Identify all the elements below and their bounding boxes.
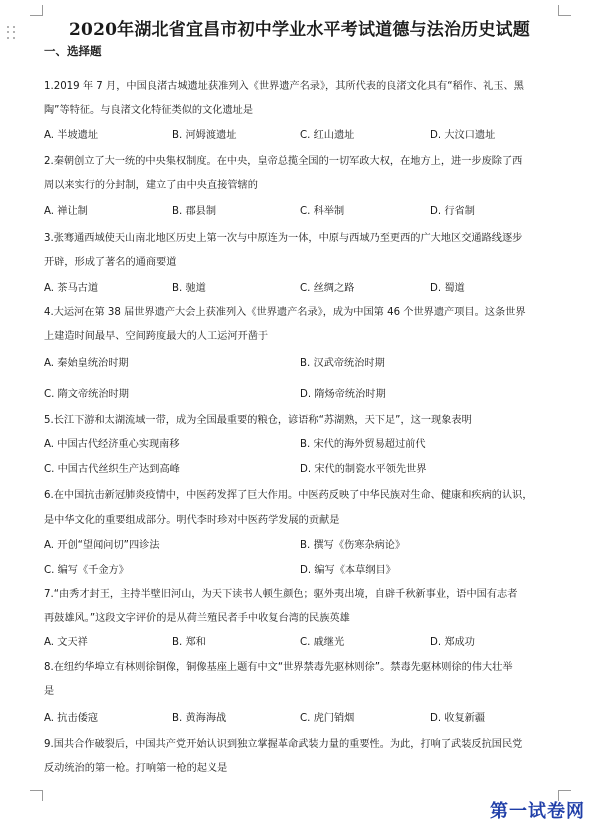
question-7-option-a: A. 文天祥 xyxy=(44,637,88,648)
question-1-option-c: C. 红山遗址 xyxy=(300,130,355,141)
question-3-option-d: D. 蜀道 xyxy=(430,283,465,294)
crop-mark-top-left xyxy=(30,5,43,16)
question-8-option-a: A. 抗击倭寇 xyxy=(44,713,99,724)
question-6-option-d: D. 编写《本草纲目》 xyxy=(300,565,396,576)
question-3-option-b: B. 驰道 xyxy=(172,283,206,294)
question-4-stem-line-1: 4.大运河在第 38 届世界遗产大会上获准列入《世界遗产名录》，成为中国第 46 个世界遗产项目。这条世界 xyxy=(44,307,526,318)
question-2-option-d: D. 行省制 xyxy=(430,206,475,217)
question-2-option-b: B. 郡县制 xyxy=(172,206,217,217)
question-6-option-a: A. 开创“望闻问切”四诊法 xyxy=(44,540,160,551)
question-4-option-a: A. 秦始皇统治时期 xyxy=(44,358,129,369)
question-1-stem-line-1: 1.2019 年 7 月，中国良渚古城遗址获准列入《世界遗产名录》，其所代表的良渚文化具有“稻作、礼玉、黑 xyxy=(44,81,524,92)
question-4-option-d: D. 隋炀帝统治时期 xyxy=(300,389,386,400)
question-9-stem-line-1: 9.国共合作破裂后，中国共产党开始认识到独立掌握革命武装力量的重要性。为此，打响了武装反抗国民党 xyxy=(44,739,523,750)
question-2-stem-line-1: 2.秦朝创立了大一统的中央集权制度。在中央，皇帝总揽全国的一切军政大权，在地方上，进一步废除了西 xyxy=(44,156,523,167)
question-7-stem-line-2: 再鼓雄风。”这段文字评价的是从荷兰殖民者手中收复台湾的民族英雄 xyxy=(44,613,350,624)
question-9-stem-line-2: 反动统治的第一枪。打响第一枪的起义是 xyxy=(44,763,228,774)
question-7-option-c: C. 戚继光 xyxy=(300,637,345,648)
section-heading: 一、选择题 xyxy=(44,44,102,58)
question-2-option-a: A. 禅让制 xyxy=(44,206,88,217)
question-6-option-b: B. 撰写《伤寒杂病论》 xyxy=(300,540,406,551)
question-3-stem-line-1: 3.张骞通西域使天山南北地区历史上第一次与中原连为一体，中原与西域乃至更西的广大地区交通路线逐步 xyxy=(44,233,523,244)
question-5-stem-line-1: 5.长江下游和太湖流域一带，成为全国最重要的粮仓，谚语称“苏湖熟，天下足”，这一现象表明 xyxy=(44,415,472,426)
question-2-stem-line-2: 周以来实行的分封制，建立了由中央直接管辖的 xyxy=(44,180,258,191)
watermark-logo: 第一试卷网 xyxy=(490,801,585,822)
document-title: 2020年湖北省宜昌市初中学业水平考试道德与法治历史试题 xyxy=(69,20,530,40)
question-1-option-d: D. 大汶口遗址 xyxy=(430,130,496,141)
question-7-stem-line-1: 7.“由秀才封王，主持半壁旧河山，为天下读书人顿生颜色；驱外夷出境，自辟千秋新事业，语中国有志者 xyxy=(44,589,518,600)
question-5-option-c: C. 中国古代丝织生产达到高峰 xyxy=(44,464,180,475)
question-8-stem-line-1: 8.在纽约华埠立有林则徐铜像，铜像基座上题有中文“世界禁毒先驱林则徐”。禁毒先驱林则徐的伟大壮举 xyxy=(44,662,513,673)
question-7-option-d: D. 郑成功 xyxy=(430,637,475,648)
question-5-option-d: D. 宋代的制瓷水平领先世界 xyxy=(300,464,427,475)
question-1-option-b: B. 河姆渡遗址 xyxy=(172,130,237,141)
crop-mark-bottom-left xyxy=(30,790,43,801)
question-3-option-a: A. 茶马古道 xyxy=(44,283,99,294)
question-4-stem-line-2: 上建造时间最早、空间跨度最大的人工运河开凿于 xyxy=(44,331,269,342)
question-6-option-c: C. 编写《千金方》 xyxy=(44,565,129,576)
question-8-option-d: D. 收复新疆 xyxy=(430,713,486,724)
question-3-option-c: C. 丝绸之路 xyxy=(300,283,355,294)
question-8-option-c: C. 虎门销烟 xyxy=(300,713,355,724)
question-2-option-c: C. 科举制 xyxy=(300,206,345,217)
question-5-option-b: B. 宋代的海外贸易超过前代 xyxy=(300,439,426,450)
question-5-option-a: A. 中国古代经济重心实现南移 xyxy=(44,439,180,450)
question-4-option-b: B. 汉武帝统治时期 xyxy=(300,358,385,369)
crop-mark-top-right xyxy=(558,5,571,16)
question-6-stem-line-2: 是中华文化的重要组成部分。明代李时珍对中医药学发展的贡献是 xyxy=(44,515,340,526)
question-8-stem-line-2: 是 xyxy=(44,686,55,697)
question-7-option-b: B. 郑和 xyxy=(172,637,206,648)
question-4-option-c: C. 隋文帝统治时期 xyxy=(44,389,129,400)
question-1-option-a: A. 半坡遗址 xyxy=(44,130,99,141)
question-3-stem-line-2: 开辟，形成了著名的通商要道 xyxy=(44,257,177,268)
question-1-stem-line-2: 陶”等特征。与良渚文化特征类似的文化遗址是 xyxy=(44,105,254,116)
question-6-stem-line-1: 6.在中国抗击新冠肺炎疫情中，中医药发挥了巨大作用。中医药反映了中华民族对生命、健康和疾病的认识， xyxy=(44,490,533,501)
question-8-option-b: B. 黄海海战 xyxy=(172,713,227,724)
